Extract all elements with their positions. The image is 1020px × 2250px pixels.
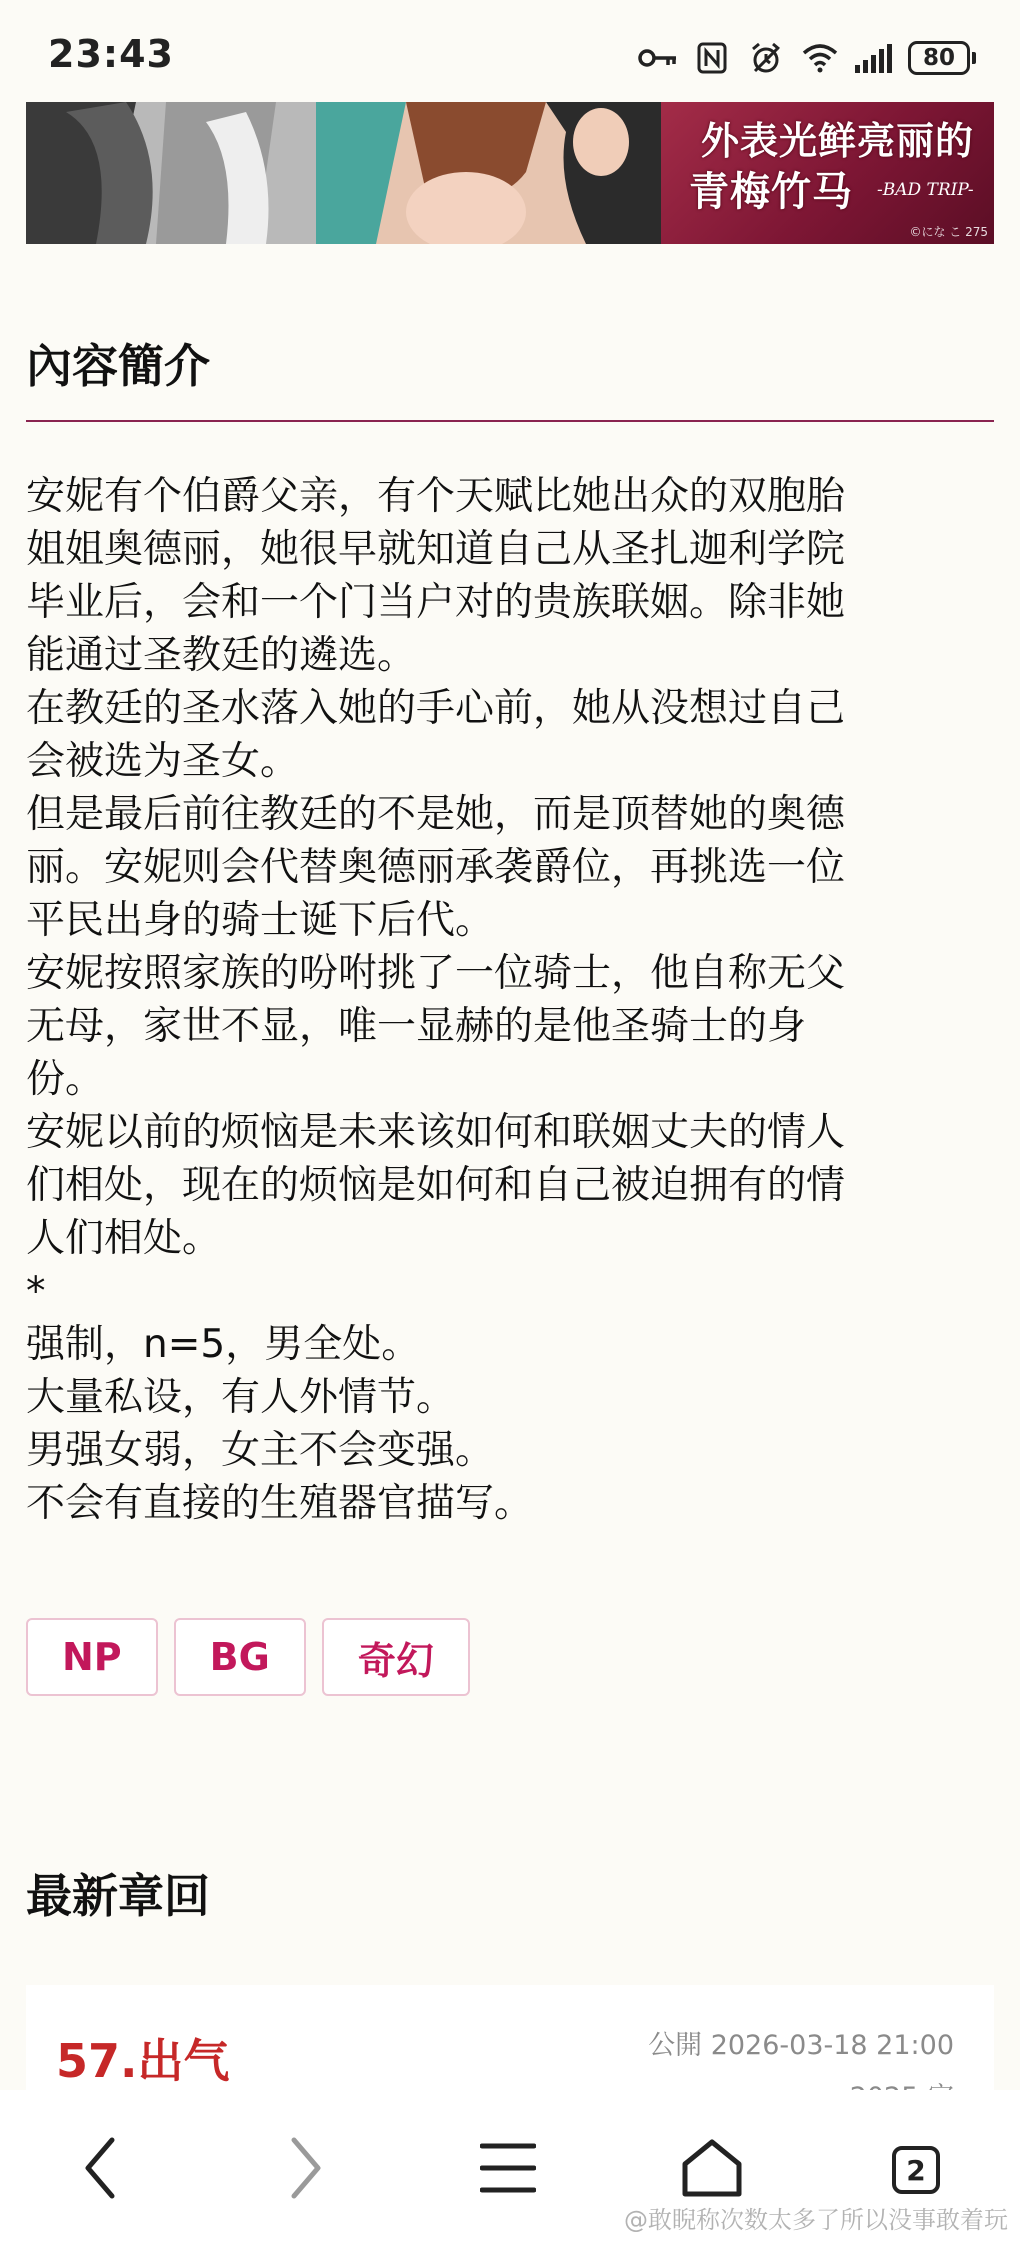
forward-button[interactable]	[266, 2130, 346, 2210]
menu-button[interactable]	[468, 2130, 548, 2210]
synopsis-line: 安妮以前的烦恼是未来该如何和联姻丈夫的情人	[26, 1110, 846, 1155]
synopsis-line: 丽。安妮则会代替奥德丽承袭爵位，再挑选一位	[26, 845, 846, 890]
wifi-icon	[800, 38, 840, 78]
banner-subtitle: -BAD TRIP-	[877, 180, 974, 200]
synopsis-line: 安妮有个伯爵父亲，有个天赋比她出众的双胞胎	[26, 474, 846, 519]
promo-banner[interactable]	[26, 102, 994, 244]
synopsis-line: 在教廷的圣水落入她的手心前，她从没想过自己	[26, 686, 846, 731]
chapter-published-date: 公開 2026-03-18 21:00	[648, 2030, 954, 2061]
status-time: 23:43	[48, 32, 174, 76]
tag-list	[26, 1618, 470, 1696]
synopsis-line: 无母，家世不显，唯一显赫的是他圣骑士的身	[26, 1004, 807, 1049]
home-button[interactable]	[672, 2130, 752, 2210]
banner-artwork	[26, 102, 661, 244]
alarm-icon	[746, 38, 786, 78]
chapter-title[interactable]: 57.出气	[56, 2034, 230, 2088]
battery-icon	[908, 41, 976, 75]
synopsis-line: 份。	[26, 1057, 105, 1102]
synopsis-text	[26, 470, 1001, 1530]
chevron-left-icon	[80, 2136, 120, 2204]
synopsis-line: 但是最后前往教廷的不是她，而是顶替她的奥德	[26, 792, 846, 837]
tabs-button[interactable]	[876, 2130, 956, 2210]
synopsis-line: 强制，n=5，男全处。	[26, 1322, 421, 1367]
synopsis-line: 大量私设，有人外情节。	[26, 1375, 456, 1420]
chevron-right-icon	[286, 2136, 326, 2204]
home-icon	[680, 2138, 744, 2202]
tag-bg[interactable]: BG	[174, 1618, 306, 1696]
back-button[interactable]	[60, 2130, 140, 2210]
tabs-count-icon: 2	[892, 2146, 940, 2194]
chapter-list-item[interactable]	[26, 1985, 994, 2095]
key-icon	[638, 38, 678, 78]
tag-fantasy[interactable]: 奇幻	[322, 1618, 470, 1696]
banner-title-box	[661, 102, 994, 244]
nfc-icon	[692, 38, 732, 78]
synopsis-line: 男强女弱，女主不会变强。	[26, 1428, 495, 1473]
synopsis-heading: 內容簡介	[26, 339, 210, 393]
battery-level: 80	[922, 45, 955, 71]
synopsis-line: *	[26, 1269, 46, 1314]
synopsis-line: 安妮按照家族的吩咐挑了一位骑士，他自称无父	[26, 951, 846, 996]
watermark-text: @敢睨称次数太多了所以没事敢着玩	[624, 2206, 1008, 2234]
status-bar	[0, 0, 1020, 102]
synopsis-line: 人们相处。	[26, 1216, 222, 1261]
section-divider	[26, 420, 994, 422]
synopsis-line: 会被选为圣女。	[26, 739, 300, 784]
synopsis-line: 不会有直接的生殖器官描写。	[26, 1481, 534, 1526]
signal-icon	[854, 38, 894, 78]
synopsis-line: 平民出身的骑士诞下后代。	[26, 898, 495, 943]
tag-np[interactable]: NP	[26, 1618, 158, 1696]
menu-icon	[480, 2140, 536, 2200]
status-icons	[638, 38, 976, 78]
banner-title-line2: 青梅竹马	[689, 168, 853, 215]
banner-credit: ©にな こ 275	[909, 225, 988, 239]
synopsis-line: 姐姐奥德丽，她很早就知道自己从圣扎迦利学院	[26, 527, 846, 572]
synopsis-line: 毕业后，会和一个门当户对的贵族联姻。除非她	[26, 580, 846, 625]
synopsis-line: 能通过圣教廷的遴选。	[26, 633, 417, 678]
latest-chapters-heading: 最新章回	[26, 1869, 210, 1923]
synopsis-line: 们相处，现在的烦恼是如何和自己被迫拥有的情	[26, 1163, 846, 1208]
banner-title-line1: 外表光鲜亮丽的	[701, 118, 975, 163]
